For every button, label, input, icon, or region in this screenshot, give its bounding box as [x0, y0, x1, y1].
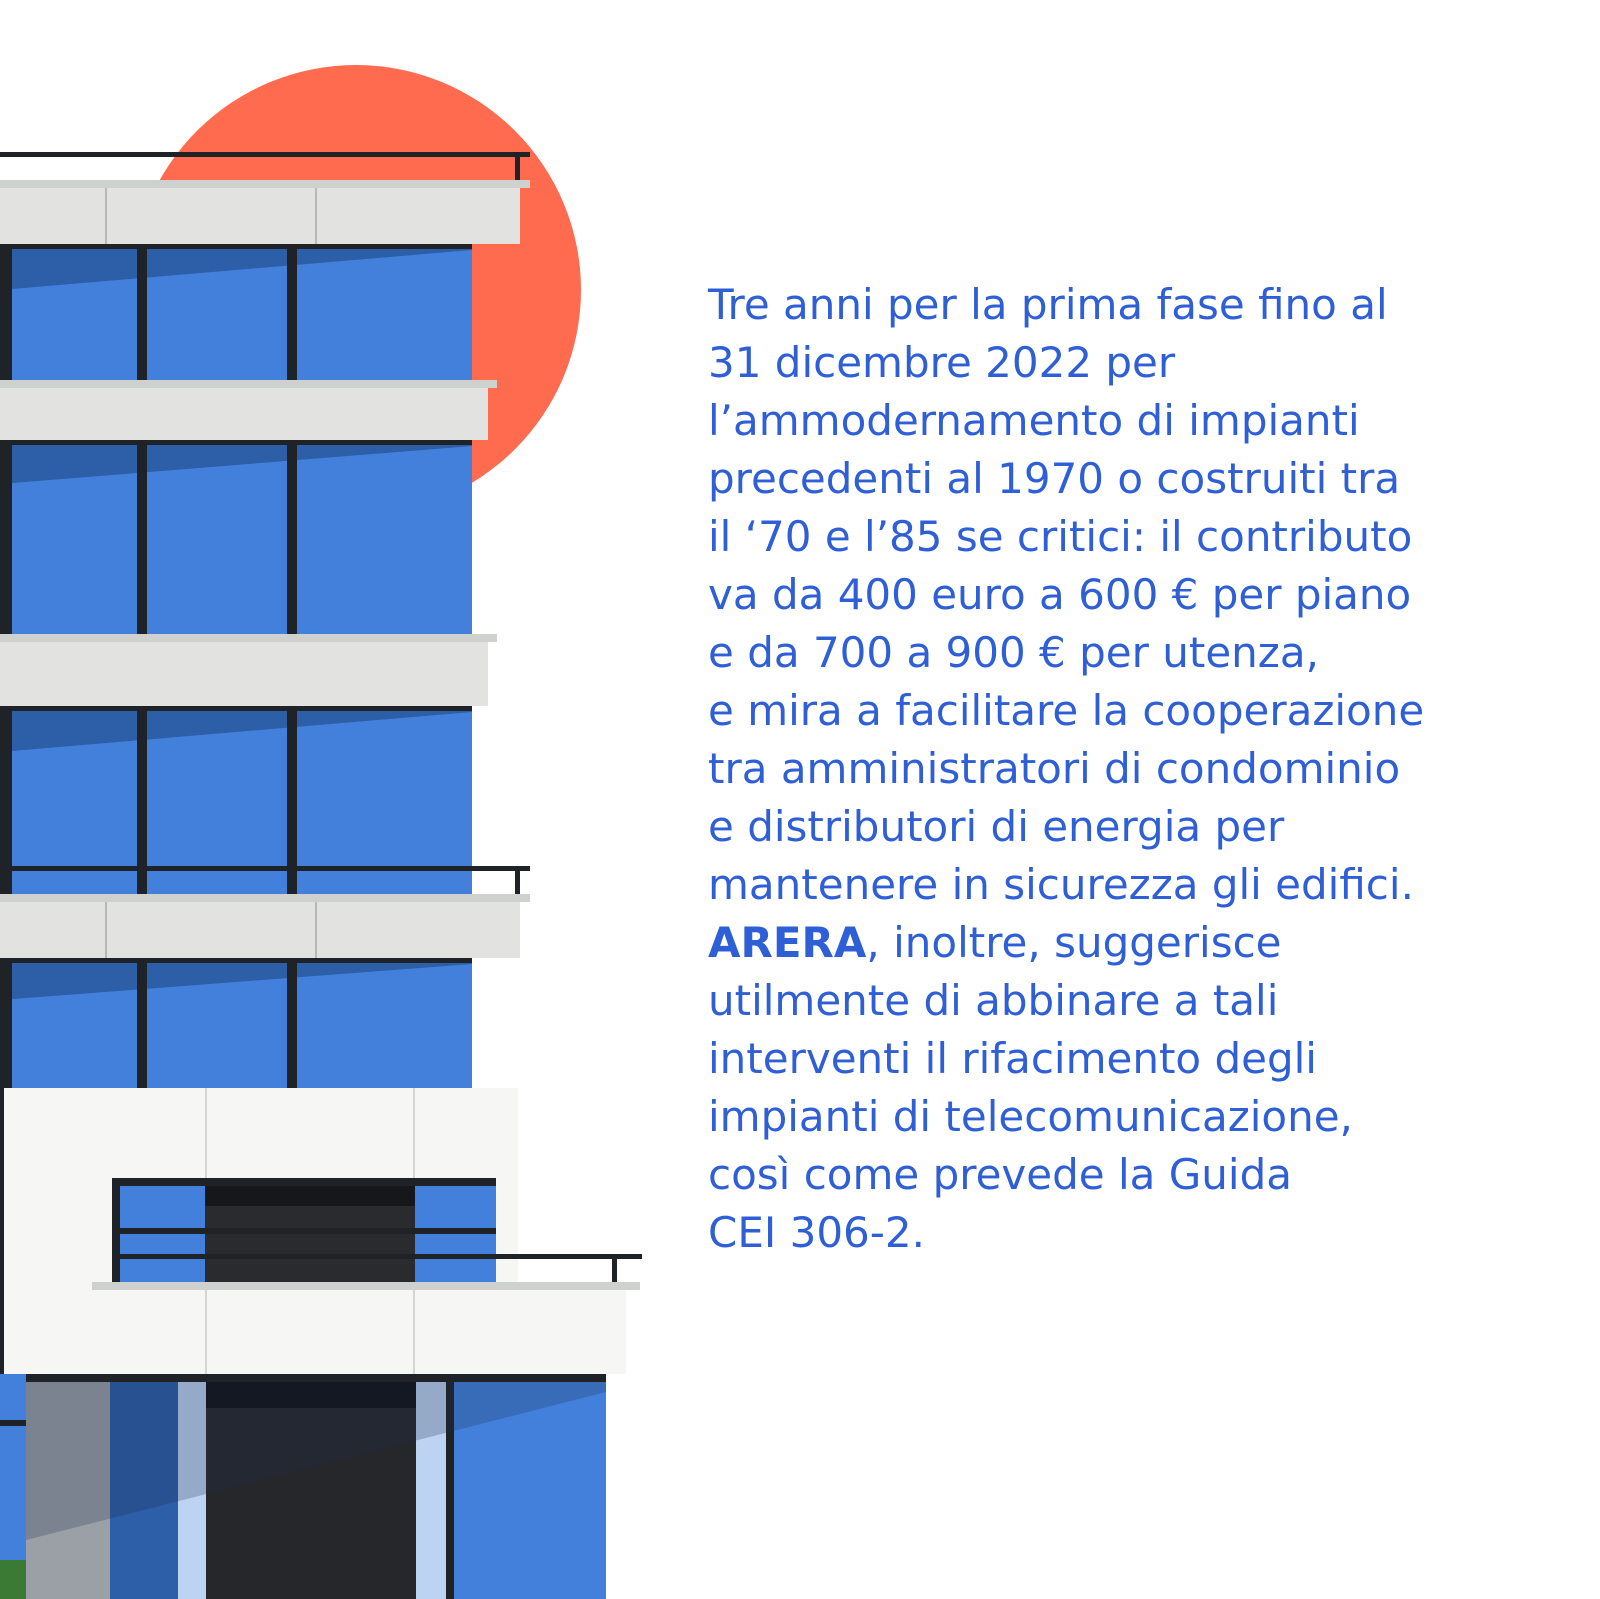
text-line: CEI 306-2. — [708, 1208, 925, 1257]
paragraph-1 — [708, 276, 1568, 914]
lead-rest-text: , inoltre, suggerisce — [866, 918, 1282, 967]
floor-2-windows — [0, 440, 472, 634]
text-line: e mira a facilitare la cooperazione — [708, 686, 1425, 735]
text-line: utilmente di abbinare a tali — [708, 976, 1279, 1025]
text-line: mantenere in sicurezza gli edifici. — [708, 860, 1414, 909]
text-line: va da 400 euro a 600 € per piano — [708, 570, 1412, 619]
paragraph-2 — [708, 914, 1568, 1262]
lower-balcony-slab — [4, 1282, 640, 1374]
ground-floor — [0, 1374, 606, 1599]
text-line: 31 dicembre 2022 per — [708, 338, 1176, 387]
text-line: e da 700 a 900 € per utenza, — [708, 628, 1319, 677]
text-line-lead — [708, 914, 1568, 972]
text-line: interventi il rifacimento degli — [708, 1034, 1317, 1083]
floor-slab-4 — [0, 894, 530, 958]
floor-slab-2 — [0, 380, 497, 440]
floor-3-windows — [0, 706, 472, 894]
building-illustration — [0, 0, 650, 1599]
arera-bold-label: ARERA — [708, 918, 867, 967]
text-line: tra amministratori di condominio — [708, 744, 1401, 793]
text-line: impianti di telecomunicazione, — [708, 1092, 1353, 1141]
floor-slab-3 — [0, 634, 497, 706]
text-line: l’ammodernamento di impianti — [708, 396, 1360, 445]
text-line: Tre anni per la prima fase fino al — [708, 280, 1388, 329]
text-line: e distributori di energia per — [708, 802, 1285, 851]
text-line: così come prevede la Guida — [708, 1150, 1292, 1199]
floor-1-windows — [0, 244, 472, 380]
floor-4-windows — [0, 958, 472, 1088]
text-line: precedenti al 1970 o costruiti tra — [708, 454, 1401, 503]
roof-slab — [0, 180, 530, 244]
text-line: il ‘70 e l’85 se critici: il contributo — [708, 512, 1413, 561]
text-block — [708, 276, 1568, 1262]
lower-balcony-window — [112, 1178, 496, 1284]
